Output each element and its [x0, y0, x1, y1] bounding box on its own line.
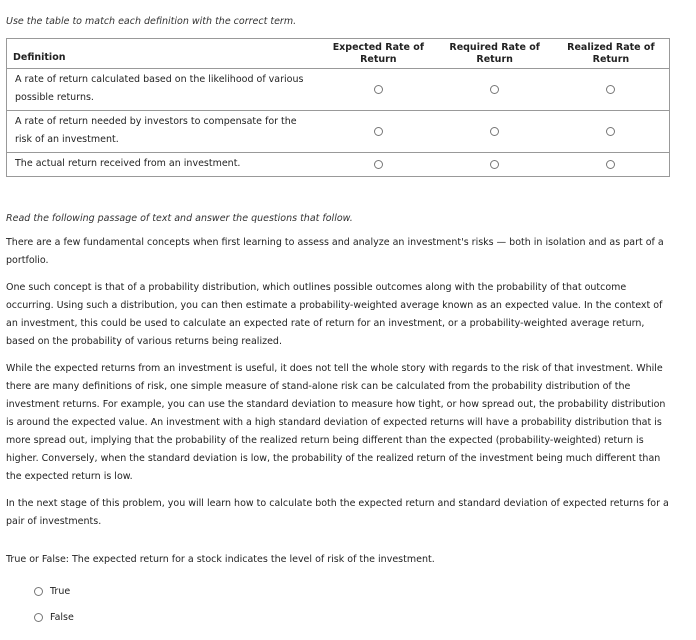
radio-cell	[436, 111, 552, 153]
radio-cell	[320, 111, 436, 153]
radio-cell	[320, 153, 436, 177]
table-row	[7, 69, 670, 111]
table-row	[7, 111, 670, 153]
passage-lead: Read the following passage of text and answer the questions that follow.	[6, 213, 353, 224]
radio-cell	[553, 111, 670, 153]
passage-paragraph: While the expected returns from an investment is useful, it does not tell the whole story with regards to the risk of that investment. While there are many definitions of risk, one simple measure of stand-alone risk can be calculated from the probability distribution of the investment returns. For example, you can use the standard deviation to measure how tight, or how spread out, the probability distribution is around the expected value. An investment with a high standard deviation of expected returns will have a probability distribution that is more spread out, implying that the probability of the realized return being different than the expected (probability-weighted) return is higher. Conversely, when the standard deviation is low, the probability of the realized return of the investment being much different than the expected return is low.	[6, 363, 666, 482]
radio-cell	[320, 69, 436, 111]
row3-realized-radio[interactable]	[606, 160, 615, 169]
passage-paragraph: One such concept is that of a probability distribution, which outlines possible outcomes along with the probability of that outcome occurring. Using such a distribution, you can then estimate a probability-weighted average known as an expected value. In the context of an investment, this could be used to calculate an expected rate of return for an investment, or a probability-weighted average return, based on the probability of various returns being realized.	[6, 282, 663, 347]
radio-cell	[436, 69, 552, 111]
row1-expected-radio[interactable]	[374, 85, 383, 94]
row1-realized-radio[interactable]	[606, 85, 615, 94]
row2-expected-radio[interactable]	[374, 127, 383, 136]
passage	[6, 213, 674, 540]
option-label: True	[50, 586, 71, 597]
column-header-definition: Definition	[7, 39, 321, 69]
option-false[interactable]	[34, 612, 74, 623]
definition-text: A rate of return calculated based on the likelihood of various possible returns.	[7, 69, 321, 111]
radio-cell	[553, 69, 670, 111]
row3-expected-radio[interactable]	[374, 160, 383, 169]
matching-table	[6, 38, 670, 177]
row1-required-radio[interactable]	[490, 85, 499, 94]
row2-realized-radio[interactable]	[606, 127, 615, 136]
radio-cell	[436, 153, 552, 177]
true-radio[interactable]	[34, 587, 43, 596]
table-row	[7, 153, 670, 177]
column-header-realized: Realized Rate of Return	[553, 39, 670, 69]
row2-required-radio[interactable]	[490, 127, 499, 136]
row3-required-radio[interactable]	[490, 160, 499, 169]
false-radio[interactable]	[34, 613, 43, 622]
passage-paragraph: There are a few fundamental concepts when first learning to assess and analyze an investment's risks — both in isolation and as part of a portfolio.	[6, 237, 664, 266]
matching-instruction: Use the table to match each definition with the correct term.	[6, 16, 297, 27]
passage-paragraph: In the next stage of this problem, you will learn how to calculate both the expected return and standard deviation of expected returns for a pair of investments.	[6, 498, 669, 527]
definition-text: The actual return received from an investment.	[7, 153, 321, 177]
table-header-row	[7, 39, 670, 69]
radio-cell	[553, 153, 670, 177]
column-header-expected: Expected Rate of Return	[320, 39, 436, 69]
definition-text: A rate of return needed by investors to compensate for the risk of an investment.	[7, 111, 321, 153]
option-true[interactable]	[34, 586, 70, 597]
option-label: False	[50, 612, 74, 623]
question-text: True or False: The expected return for a stock indicates the level of risk of the investment.	[6, 554, 435, 565]
column-header-required: Required Rate of Return	[436, 39, 552, 69]
